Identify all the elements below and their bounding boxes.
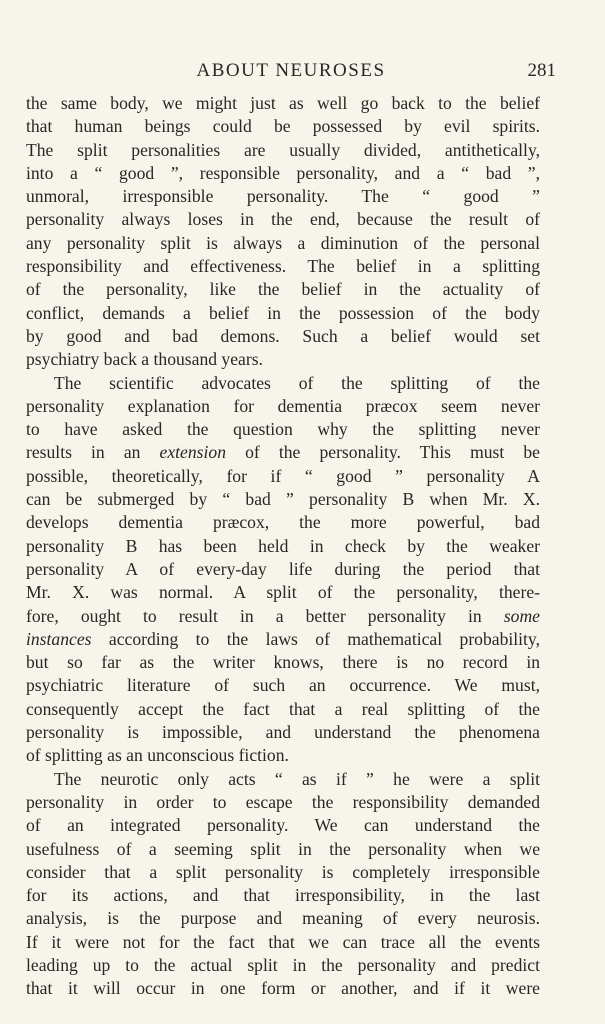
text-line: analysis, is the purpose and meaning of every neurosis.	[26, 908, 540, 929]
emphasized-word: some	[503, 605, 540, 626]
text-line: that it will occur in one form or another, and if it were	[26, 978, 540, 999]
text-line: Mr. X. was normal. A split of the personality, there-	[26, 582, 540, 603]
text-line: of an integrated personality. We can understand the	[26, 815, 540, 836]
text-line: but so far as the writer knows, there is no record in	[26, 652, 540, 673]
text-line: personality is impossible, and understand the phenomena	[26, 722, 540, 743]
text-line: that human beings could be possessed by evil spirits.	[26, 116, 540, 137]
text-segment: according to the laws of mathematical probability,	[91, 628, 540, 649]
page-number: 281	[527, 60, 556, 81]
text-line: for its actions, and that irresponsibility, in the last	[26, 885, 540, 906]
text-line: into a “ good ”, responsible personality, and a “ bad ”,	[26, 162, 540, 183]
text-line: The scientific advocates of the splitting of the	[54, 372, 540, 393]
text-line: personality explanation for dementia præcox seem never	[26, 395, 540, 416]
text-line: develops dementia præcox, the more powerful, bad	[26, 512, 540, 533]
text-line: personality B has been held in check by the weaker	[26, 535, 540, 556]
text-line: to have asked the question why the splitting never	[26, 419, 540, 440]
text-line: responsibility and effectiveness. The belief in a splitting	[26, 256, 540, 277]
running-head	[26, 58, 556, 84]
text-line: The split personalities are usually divided, antithetically,	[26, 139, 540, 160]
emphasized-word: extension	[159, 442, 226, 463]
text-line: of splitting as an unconscious fiction.	[26, 745, 289, 766]
text-line	[26, 628, 540, 651]
emphasized-word: instances	[26, 628, 92, 649]
text-line: psychiatric literature of such an occurrence. We must,	[26, 675, 540, 696]
text-line: any personality split is always a diminution of the personal	[26, 232, 540, 253]
body-text	[26, 92, 540, 1001]
text-line: conflict, demands a belief in the possession of the body	[26, 302, 540, 323]
text-segment: results in an	[26, 442, 160, 463]
running-title: ABOUT NEUROSES	[196, 60, 386, 81]
text-line: The neurotic only acts “ as if ” he were a split	[54, 768, 540, 789]
text-line	[26, 605, 540, 628]
text-line: If it were not for the fact that we can trace all the events	[26, 931, 540, 952]
text-line: by good and bad demons. Such a belief would set	[26, 325, 540, 346]
text-line: leading up to the actual split in the personality and predict	[26, 954, 540, 975]
text-line	[26, 441, 540, 464]
text-line: unmoral, irresponsible personality. The “ good ”	[26, 186, 540, 207]
text-segment: fore, ought to result in a better personality in	[26, 605, 504, 626]
text-line: consider that a split personality is completely irresponsible	[26, 861, 540, 882]
text-line: can be submerged by “ bad ” personality B when Mr. X.	[26, 489, 540, 510]
text-line: personality always loses in the end, because the result of	[26, 209, 540, 230]
text-line: psychiatry back a thousand years.	[26, 349, 263, 370]
text-line: consequently accept the fact that a real splitting of the	[26, 698, 540, 719]
text-segment: of the personality. This must be	[226, 442, 540, 463]
text-line: possible, theoretically, for if “ good ” personality A	[26, 465, 540, 486]
text-line: usefulness of a seeming split in the personality when we	[26, 838, 540, 859]
text-line: personality in order to escape the responsibility demanded	[26, 791, 540, 812]
text-line: the same body, we might just as well go back to the belief	[26, 93, 540, 113]
text-line: personality A of every-day life during the period that	[26, 558, 540, 579]
text-line: of the personality, like the belief in the actuality of	[26, 279, 540, 300]
